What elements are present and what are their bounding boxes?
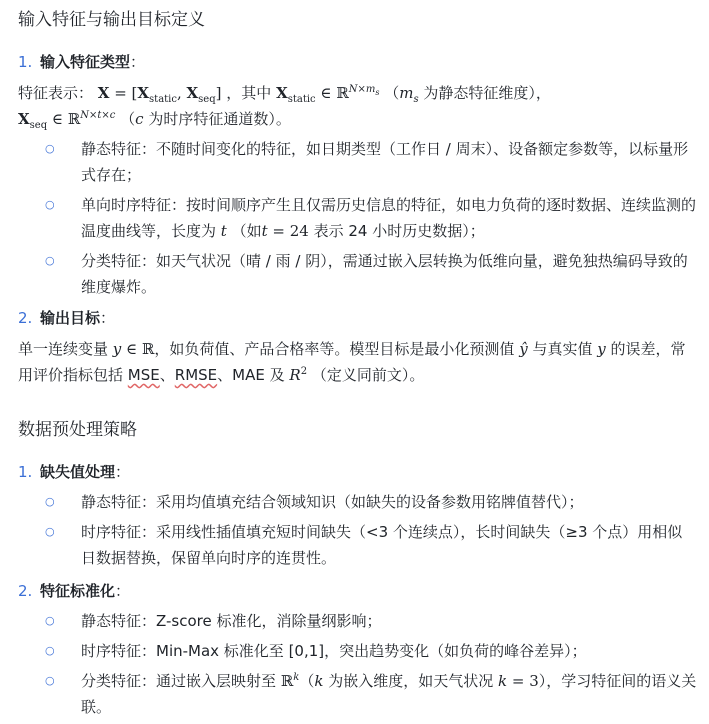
bullet-text: 静态特征：Z-score 标准化，消除量纲影响；: [81, 612, 382, 630]
bullet-text: 时序特征：Min-Max 标准化至 [0,1]，突出趋势变化（如负荷的峰谷差异）；: [81, 642, 587, 660]
colon: ：: [100, 309, 116, 327]
bullet-icon: ○: [45, 674, 55, 687]
list-number: 2.: [18, 309, 33, 327]
text-c: 与真实值: [532, 340, 593, 358]
colon: ：: [115, 463, 131, 481]
section-heading-input-output: 输入特征与输出目标定义: [18, 10, 205, 30]
list-item: [18, 489, 697, 515]
colon: ：: [130, 53, 146, 71]
list-item: [18, 608, 697, 634]
list-item: [18, 519, 697, 571]
separator: 、: [159, 366, 175, 384]
repr-seq-note: 为时序特征通道数）。: [148, 110, 291, 128]
bullet-text-2: （如: [231, 222, 262, 240]
list-number: 1.: [18, 53, 33, 71]
normalization-bullet-list: [18, 608, 697, 720]
list-item-title: 输入特征类型: [40, 53, 131, 71]
list-item: [18, 638, 697, 664]
list-item-output-target: [18, 306, 697, 330]
bullet-icon: ○: [45, 525, 55, 538]
bullet-text: ：按时间顺序产生且仅需历史信息的特征，如电力负荷的逐时数据、连续监测的温度曲线等，长度为: [81, 196, 697, 240]
separator: 、: [217, 366, 233, 384]
colon: ：: [115, 582, 131, 600]
text-d: 的误差，常用评价指标包括: [18, 340, 686, 384]
bullet-text: 静态特征：采用均值填充结合领域知识（如缺失的设备参数用铭牌值替代）；: [81, 493, 584, 511]
metric-mae: MAE: [232, 366, 265, 384]
text-f: （定义同前文）。: [311, 366, 425, 384]
bullet-label: 静态特征: [81, 140, 142, 158]
bullet-icon: ○: [45, 198, 55, 211]
text-a: 单一连续变量: [18, 340, 109, 358]
repr-prefix: 特征表示：: [18, 84, 94, 102]
bullet-icon: ○: [45, 254, 55, 267]
bullet-icon: ○: [45, 142, 55, 155]
list-item-feature-normalization: [18, 579, 697, 603]
missing-values-bullet-list: [18, 489, 697, 571]
feature-representation-paragraph: 特征表示： $X = [X_{static}$, $X_{seq}$] ，其中 $X_{static}$ ∈ ℝ$^{N\times m_s}$ （$m_s$ 为静态特征维度）， $X_{seq}$ ∈ ℝ$^{N\times t\times c}$ （c 为时序特征通道数）。: [18, 84, 551, 131]
list-item-title: 缺失值处理: [40, 463, 116, 481]
bullet-label: 单向时序特征: [81, 196, 172, 214]
bullet-icon: ○: [45, 495, 55, 508]
bullet-text-3: 表示 24 小时历史数据）；: [313, 222, 485, 240]
repr-static-note: 为静态特征维度），: [423, 84, 551, 102]
bullet-label: 分类特征: [81, 252, 142, 270]
list-item-title: 特征标准化: [40, 582, 116, 600]
bullet-text: ：不随时间变化的特征，如日期类型（工作日 / 周末）、设备额定参数等，以标量形式存在；: [81, 140, 689, 184]
metric-mse: MSE: [127, 366, 160, 384]
list-number: 1.: [18, 463, 33, 481]
bullet-icon: ○: [45, 644, 55, 657]
list-item: ○ 单向时序特征：按时间顺序产生且仅需历史信息的特征，如电力负荷的逐时数据、连续监测的温度曲线等，长度为 t （如t = 24 表示 24 小时历史数据）；: [18, 192, 697, 244]
input-feature-bullet-list: [18, 136, 697, 300]
list-item-input-feature-types: [18, 50, 697, 74]
bullet-text: ：如天气状况（晴 / 雨 / 阴），需通过嵌入层转换为低维向量，避免独热编码导致的维度爆炸。: [81, 252, 688, 296]
text-b: ，如负荷值、产品合格率等。模型目标是最小化预测值: [154, 340, 515, 358]
bullet-text-b: 为嵌入维度，如天气状况: [328, 672, 494, 690]
list-item-missing-values: [18, 460, 697, 484]
list-item: [18, 248, 697, 300]
section-heading-preprocessing: 数据预处理策略: [18, 420, 137, 440]
math-X: X: [97, 84, 110, 102]
metric-rmse: RMSE: [174, 366, 218, 384]
list-item: ○ 分类特征：通过嵌入层映射至 ℝ$^k$（k 为嵌入维度，如天气状况 k = 3），学习特征间的语义关联。: [18, 668, 697, 720]
repr-mid: ，其中: [226, 84, 272, 102]
list-item: [18, 136, 697, 188]
list-item-title: 输出目标: [40, 309, 101, 327]
bullet-text: 时序特征：采用线性插值填充短时间缺失（<3 个连续点），长时间缺失（≥3 个点）用相似日数据替换，保留单向时序的连贯性。: [81, 523, 683, 567]
list-number: 2.: [18, 582, 33, 600]
bullet-text-a: 分类特征：通过嵌入层映射至: [81, 672, 277, 690]
text-e: 及: [269, 366, 285, 384]
bullet-text-c: ），学习特征间的语义关联。: [81, 672, 697, 716]
bullet-icon: ○: [45, 614, 55, 627]
output-target-paragraph: 单一连续变量 y ∈ ℝ，如负荷值、产品合格率等。模型目标是最小化预测值 ŷ 与真实值 y 的误差，常用评价指标包括 MSE、RMSE、MAE 及 $R^2$ （定义同前文）。: [18, 340, 686, 384]
